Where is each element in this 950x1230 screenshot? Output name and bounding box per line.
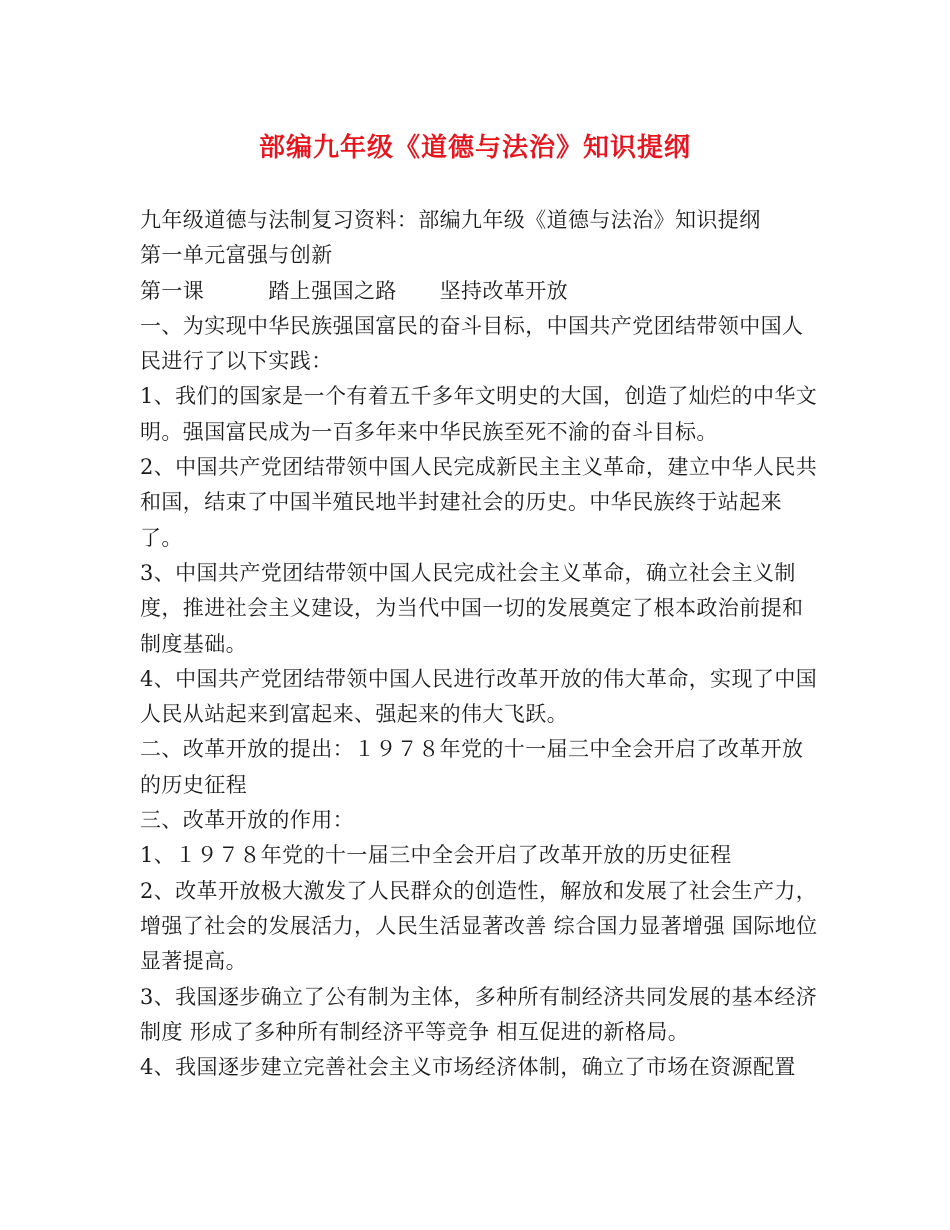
section-three-item-2: 2、改革开放极大激发了人民群众的创造性，解放和发展了社会生产力，增强了社会的发展活力，人民生活显著改善 综合国力显著增强 国际地位显著提高。 [140,878,818,974]
unit-heading: 第一单元富强与创新 [140,243,333,268]
section-one-heading: 一、为实现中华民族强国富民的奋斗目标，中国共产党团结带领中国人民进行了以下实践： [140,313,804,374]
section-three-item-1: 1、１９７８年党的十一届三中全会开启了改革开放的历史征程 [140,843,732,868]
intro-line: 九年级道德与法制复习资料：部编九年级《道德与法治》知识提纲 [140,208,761,232]
document-body [140,203,820,1085]
section-three-item-4: 4、我国逐步建立完善社会主义市场经济体制，确立了市场在资源配置 [140,1055,796,1080]
section-one-item-1: 1、我们的国家是一个有着五千多年文明史的大国，创造了灿烂的中华文明。强国富民成为一百多年来中华民族至死不渝的奋斗目标。 [140,384,818,444]
section-one-item-2: 2、中国共产党团结带领中国人民完成新民主主义革命，建立中华人民共和国，结束了中国半殖民地半封建社会的历史。中华民族终于站起来了。 [140,455,818,550]
lesson-heading: 第一课 踏上强国之路 坚持改革开放 [140,278,568,303]
document-title: 部编九年级《道德与法治》知识提纲 [258,133,691,163]
section-two-heading: 二、改革开放的提出：１９７８年党的十一届三中全会开启了改革开放的历史征程 [140,737,804,797]
section-one-item-4: 4、中国共产党团结带领中国人民进行改革开放的伟大革命，实现了中国人民从站起来到富起来、强起来的伟大飞跃。 [140,666,818,727]
section-three-item-3: 3、我国逐步确立了公有制为主体，多种所有制经济共同发展的基本经济制度 形成了多种所有制经济平等竞争 相互促进的新格局。 [140,984,818,1044]
section-one-item-3: 3、中国共产党团结带领中国人民完成社会主义革命，确立社会主义制度，推进社会主义建设，为当代中国一切的发展奠定了根本政治前提和制度基础。 [140,560,804,656]
section-three-heading: 三、改革开放的作用： [140,808,354,833]
